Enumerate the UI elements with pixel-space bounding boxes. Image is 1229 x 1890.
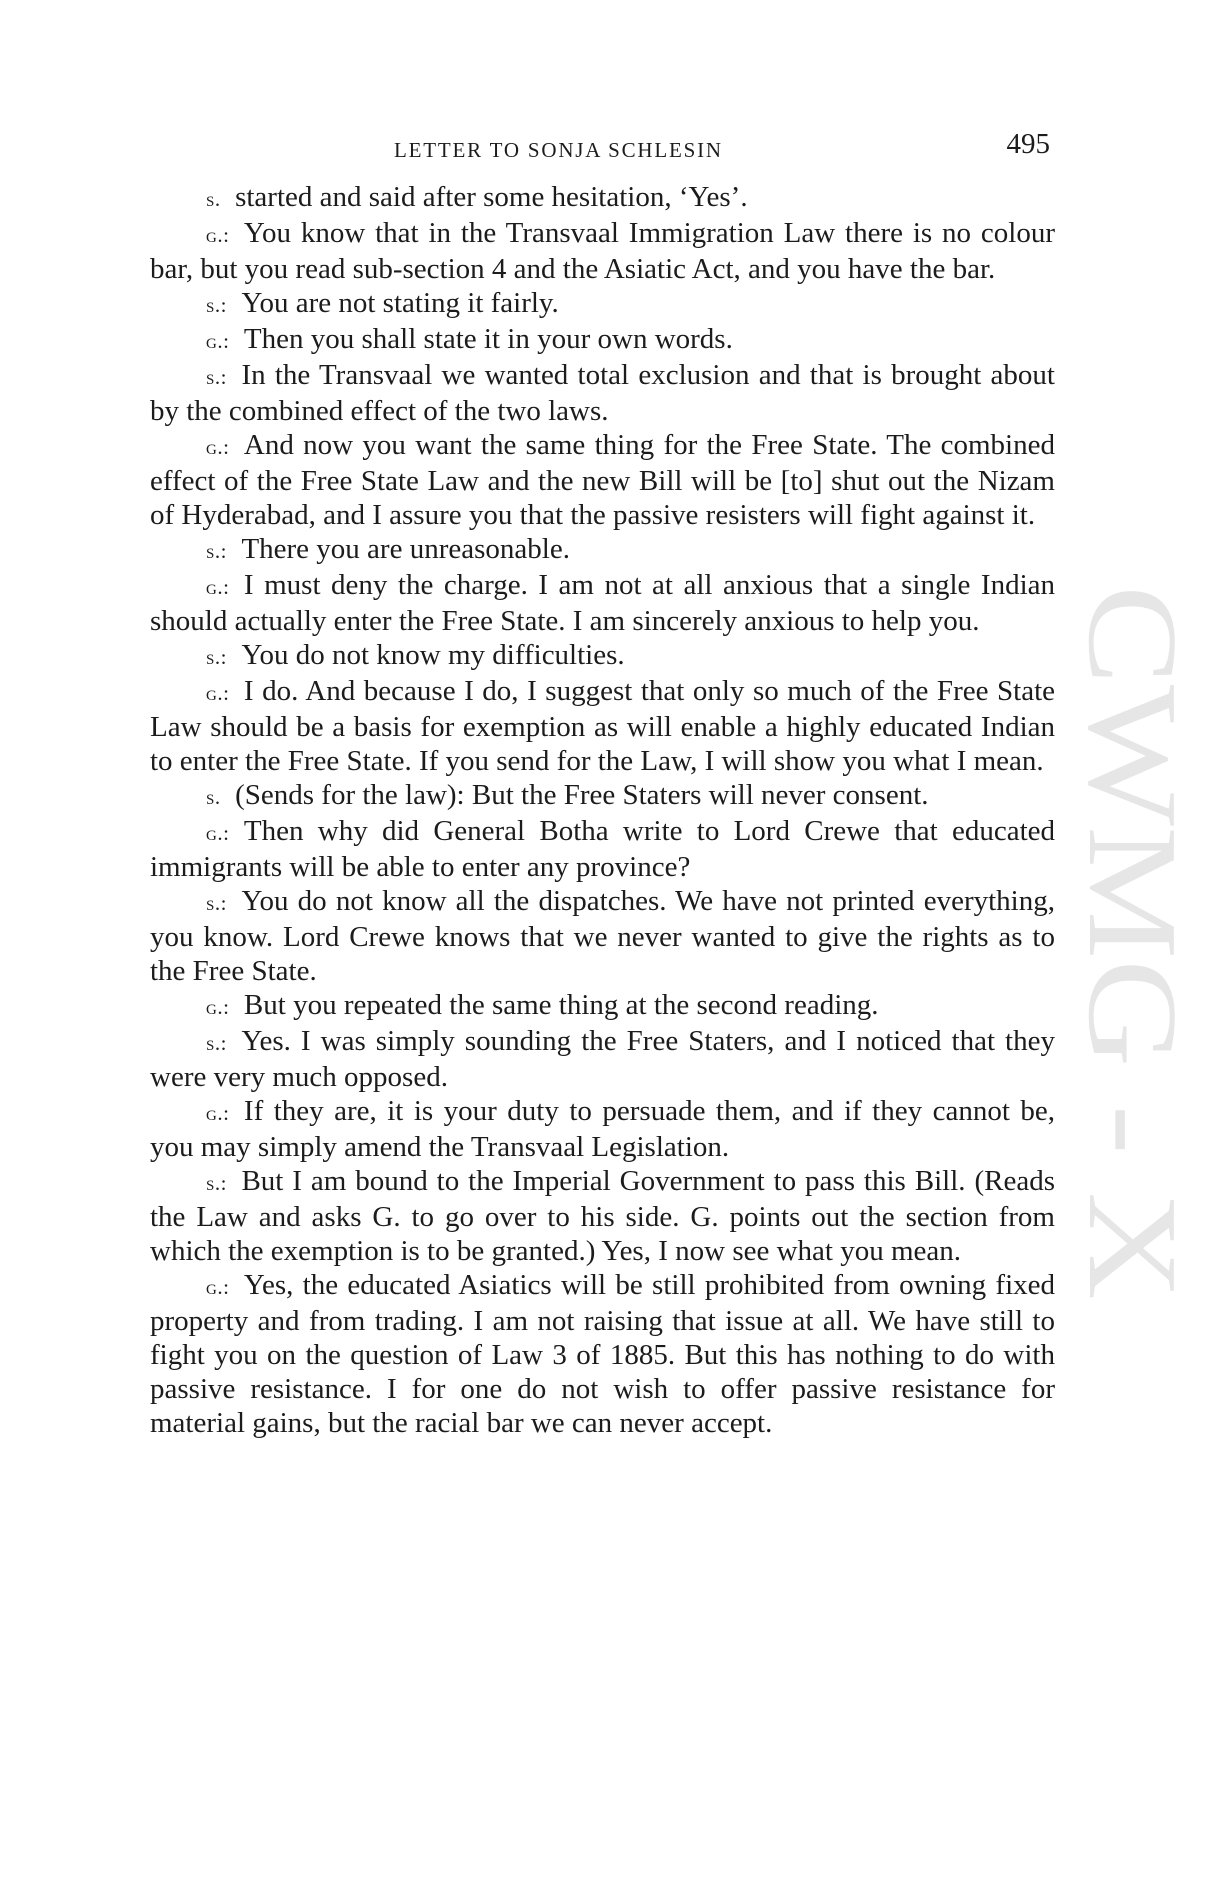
dialogue-paragraph xyxy=(150,216,1055,286)
watermark xyxy=(1062,585,1204,1305)
speaker-label: s. xyxy=(206,785,221,809)
speech-text: But you repeated the same thing at the second reading. xyxy=(243,989,879,1021)
dialogue-paragraph xyxy=(150,674,1055,778)
speech-text: You know that in the Transvaal Immigration Law there is no colour bar, but you read sub-section 4 and the Asiatic Act, and you have the bar. xyxy=(150,217,1055,285)
dialogue-paragraph xyxy=(150,286,1055,322)
dialogue-paragraph xyxy=(150,358,1055,428)
speaker-label: s.: xyxy=(206,1031,227,1055)
speaker-label: s.: xyxy=(206,1171,227,1195)
dialogue-paragraph xyxy=(150,568,1055,638)
speech-text: (Sends for the law): But the Free Staters will never consent. xyxy=(235,779,929,811)
speaker-label: g.: xyxy=(206,575,230,599)
speaker-label: g.: xyxy=(206,1275,230,1299)
dialogue-paragraph xyxy=(150,428,1055,532)
speaker-label: s.: xyxy=(206,365,227,389)
speech-text: You do not know my difficulties. xyxy=(241,639,625,671)
speech-text: Yes, the educated Asiatics will be still prohibited from owning fixed property and from trading. I am not raising that issue at all. We have still to fight you on the question of Law 3 of 1885. But this has nothing to do with passive resistance. I for one do not wish to offer passive resistance for material gains, but the racial bar we can never accept. xyxy=(150,1269,1055,1439)
dialogue-paragraph xyxy=(150,532,1055,568)
speaker-label: g.: xyxy=(206,223,230,247)
dialogue-paragraph xyxy=(150,180,1055,216)
speech-text: started and said after some hesitation, ‘Yes’. xyxy=(235,181,748,213)
speaker-label: g.: xyxy=(206,681,230,705)
speech-text: I must deny the charge. I am not at all anxious that a single Indian should actually enter the Free State. I am sincerely anxious to help you. xyxy=(150,569,1055,637)
speech-text: Then why did General Botha write to Lord Crewe that educated immigrants will be able to enter any province? xyxy=(150,815,1055,883)
speaker-label: s. xyxy=(206,187,221,211)
speaker-label: g.: xyxy=(206,435,230,459)
dialogue-paragraph xyxy=(150,638,1055,674)
speech-text: You are not stating it fairly. xyxy=(241,287,559,319)
dialogue-paragraph xyxy=(150,322,1055,358)
speech-text: Yes. I was simply sounding the Free Staters, and I noticed that they were very much opposed. xyxy=(150,1025,1055,1093)
speaker-label: g.: xyxy=(206,329,230,353)
dialogue-text xyxy=(150,180,1055,1440)
speech-text: But I am bound to the Imperial Government to pass this Bill. (Reads the Law and asks G. to go over to his side. G. points out the section from which the exemption is to be granted.) Yes, I now see what you mean. xyxy=(150,1165,1055,1267)
running-header xyxy=(150,128,1050,168)
speech-text: If they are, it is your duty to persuade them, and if they cannot be, you may simply amend the Transvaal Legislation. xyxy=(150,1095,1055,1163)
speaker-label: s.: xyxy=(206,891,227,915)
speaker-label: g.: xyxy=(206,821,230,845)
speech-text: I do. And because I do, I suggest that only so much of the Free State Law should be a basis for exemption as will enable a highly educated Indian to enter the Free State. If you send for the Law, I will show you what I mean. xyxy=(150,675,1055,777)
dialogue-paragraph xyxy=(150,988,1055,1024)
dialogue-paragraph xyxy=(150,1094,1055,1164)
watermark-graphic xyxy=(1062,585,1204,1305)
speaker-label: g.: xyxy=(206,1101,230,1125)
speaker-label: s.: xyxy=(206,645,227,669)
dialogue-paragraph xyxy=(150,1024,1055,1094)
speaker-label: s.: xyxy=(206,293,227,317)
speech-text: Then you shall state it in your own words. xyxy=(243,323,733,355)
watermark-text: CWMG - X xyxy=(1062,585,1204,1197)
dialogue-paragraph xyxy=(150,1164,1055,1268)
running-title: LETTER TO SONJA SCHLESIN xyxy=(394,138,723,162)
dialogue-paragraph xyxy=(150,778,1055,814)
speech-text: You do not know all the dispatches. We have not printed everything, you know. Lord Crewe knows that we never wanted to give the rights as to the Free State. xyxy=(150,885,1055,987)
speaker-label: g.: xyxy=(206,995,230,1019)
dialogue-paragraph xyxy=(150,814,1055,884)
speech-text: In the Transvaal we wanted total exclusion and that is brought about by the combined effect of the two laws. xyxy=(150,359,1055,427)
dialogue-paragraph xyxy=(150,884,1055,988)
speech-text: There you are unreasonable. xyxy=(241,533,570,565)
page-number: 495 xyxy=(1006,128,1050,160)
speech-text: And now you want the same thing for the Free State. The combined effect of the Free State Law and the new Bill will be [to] shut out the Nizam of Hyderabad, and I assure you that the passive resisters will fight against it. xyxy=(150,429,1055,531)
speaker-label: s.: xyxy=(206,539,227,563)
dialogue-paragraph xyxy=(150,1268,1055,1440)
